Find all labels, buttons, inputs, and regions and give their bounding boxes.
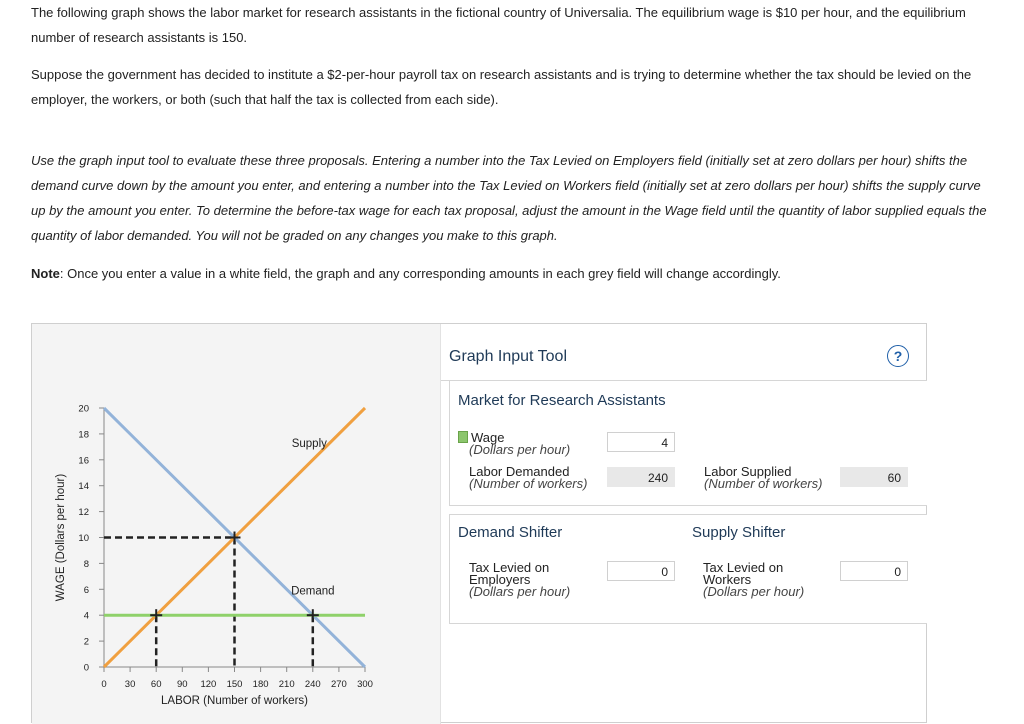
tax-workers-label-line1: Tax Levied on	[703, 560, 784, 575]
x-tick-label: 210	[278, 679, 295, 690]
wage-sub: (Dollars per hour)	[469, 442, 571, 457]
labor-supplied-sub: (Number of workers)	[704, 476, 823, 491]
note-paragraph	[31, 261, 996, 286]
labor-supplied-value: 60	[840, 467, 908, 487]
market-panel	[449, 380, 927, 506]
tax-employers-label-line2: Employers	[469, 572, 531, 587]
tax-employers-sub: (Dollars per hour)	[469, 584, 571, 599]
y-tick-label: 2	[83, 636, 89, 648]
x-tick-label: 240	[304, 679, 321, 690]
labor-demanded-value: 240	[607, 467, 675, 487]
y-axis-label: WAGE (Dollars per hour)	[55, 473, 67, 602]
labor-supplied-label: Labor Supplied	[704, 464, 792, 479]
tax-employers-label-line1: Tax Levied on	[469, 560, 550, 575]
x-axis-label: LABOR (Number of workers)	[161, 695, 308, 707]
note-text: : Once you enter a value in a white field, the graph and any corresponding amounts in each grey field will change accordingly.	[59, 266, 781, 281]
tool-title: Graph Input Tool	[449, 348, 568, 365]
x-tick-label: 30	[124, 679, 136, 690]
wage-label-text: Wage	[471, 430, 505, 445]
labor-market-graph[interactable]	[32, 324, 440, 724]
y-tick-label: 0	[83, 662, 89, 674]
tax-workers-sub: (Dollars per hour)	[703, 584, 805, 599]
y-tick-label: 18	[78, 429, 89, 441]
demand-curve-label: Demand	[291, 585, 335, 598]
x-tick-label: 270	[330, 679, 347, 690]
wage-input[interactable]: 4	[607, 432, 675, 452]
labor-demanded-label: Labor Demanded	[469, 464, 570, 479]
x-tick-label: 150	[226, 679, 243, 690]
intro-paragraph-1: The following graph shows the labor market for research assistants in the fictional country of Universalia. The equilibrium wage is $10 per hour, and the equilibrium number of research assistants is 150.	[31, 5, 966, 45]
x-tick-label: 300	[357, 679, 373, 690]
wage-swatch-icon	[458, 431, 468, 443]
market-panel-title: Market for Research Assistants	[458, 392, 666, 409]
instructions-paragraph: Use the graph input tool to evaluate these three proposals. Entering a number into the Tax Levied on Employers field (initially set at zero dollars per hour) shifts the demand curve down by the amount you enter, and entering a number into the Tax Levied on Workers field (initially set at zero dollars per hour) shifts the supply curve up by the amount you enter. To determine the before-tax wage for each tax proposal, adjust the amount in the Wage field until the quantity of labor supplied equals the quantity of labor demanded. You will not be graded on any changes you make to this graph.	[31, 153, 987, 243]
tax-workers-input[interactable]: 0	[840, 561, 908, 581]
note-label: Note	[31, 266, 60, 281]
supply-curve-label: Supply	[291, 437, 327, 450]
shifter-panel	[449, 514, 927, 624]
graph-area	[32, 324, 441, 724]
y-tick-label: 20	[78, 403, 89, 415]
help-icon[interactable]: ?	[887, 345, 909, 367]
x-tick-label: 120	[200, 679, 217, 690]
y-tick-label: 6	[83, 584, 89, 596]
demand-shifter-title: Demand Shifter	[458, 524, 563, 541]
supply-shifter-title: Supply Shifter	[692, 524, 786, 541]
y-tick-label: 8	[83, 558, 89, 570]
y-tick-label: 12	[78, 507, 89, 519]
y-tick-label: 10	[78, 533, 89, 544]
tax-workers-label-line2: Workers	[703, 572, 752, 587]
x-tick-label: 90	[177, 679, 188, 690]
x-tick-label: 180	[252, 679, 269, 690]
x-tick-label: 0	[101, 679, 107, 690]
intro-paragraph-2: Suppose the government has decided to institute a $2-per-hour payroll tax on research assistants and is trying to determine whether the tax should be levied on the employer, the workers, or both (such that half the tax is collected from each side).	[31, 67, 972, 107]
y-tick-label: 16	[78, 455, 89, 467]
tax-employers-input[interactable]: 0	[607, 561, 675, 581]
graph-card	[31, 323, 927, 723]
y-tick-label: 14	[78, 481, 89, 493]
y-tick-label: 4	[83, 610, 89, 622]
graph-input-tool	[441, 324, 927, 724]
labor-demanded-sub: (Number of workers)	[469, 476, 588, 491]
x-tick-label: 60	[150, 679, 162, 690]
